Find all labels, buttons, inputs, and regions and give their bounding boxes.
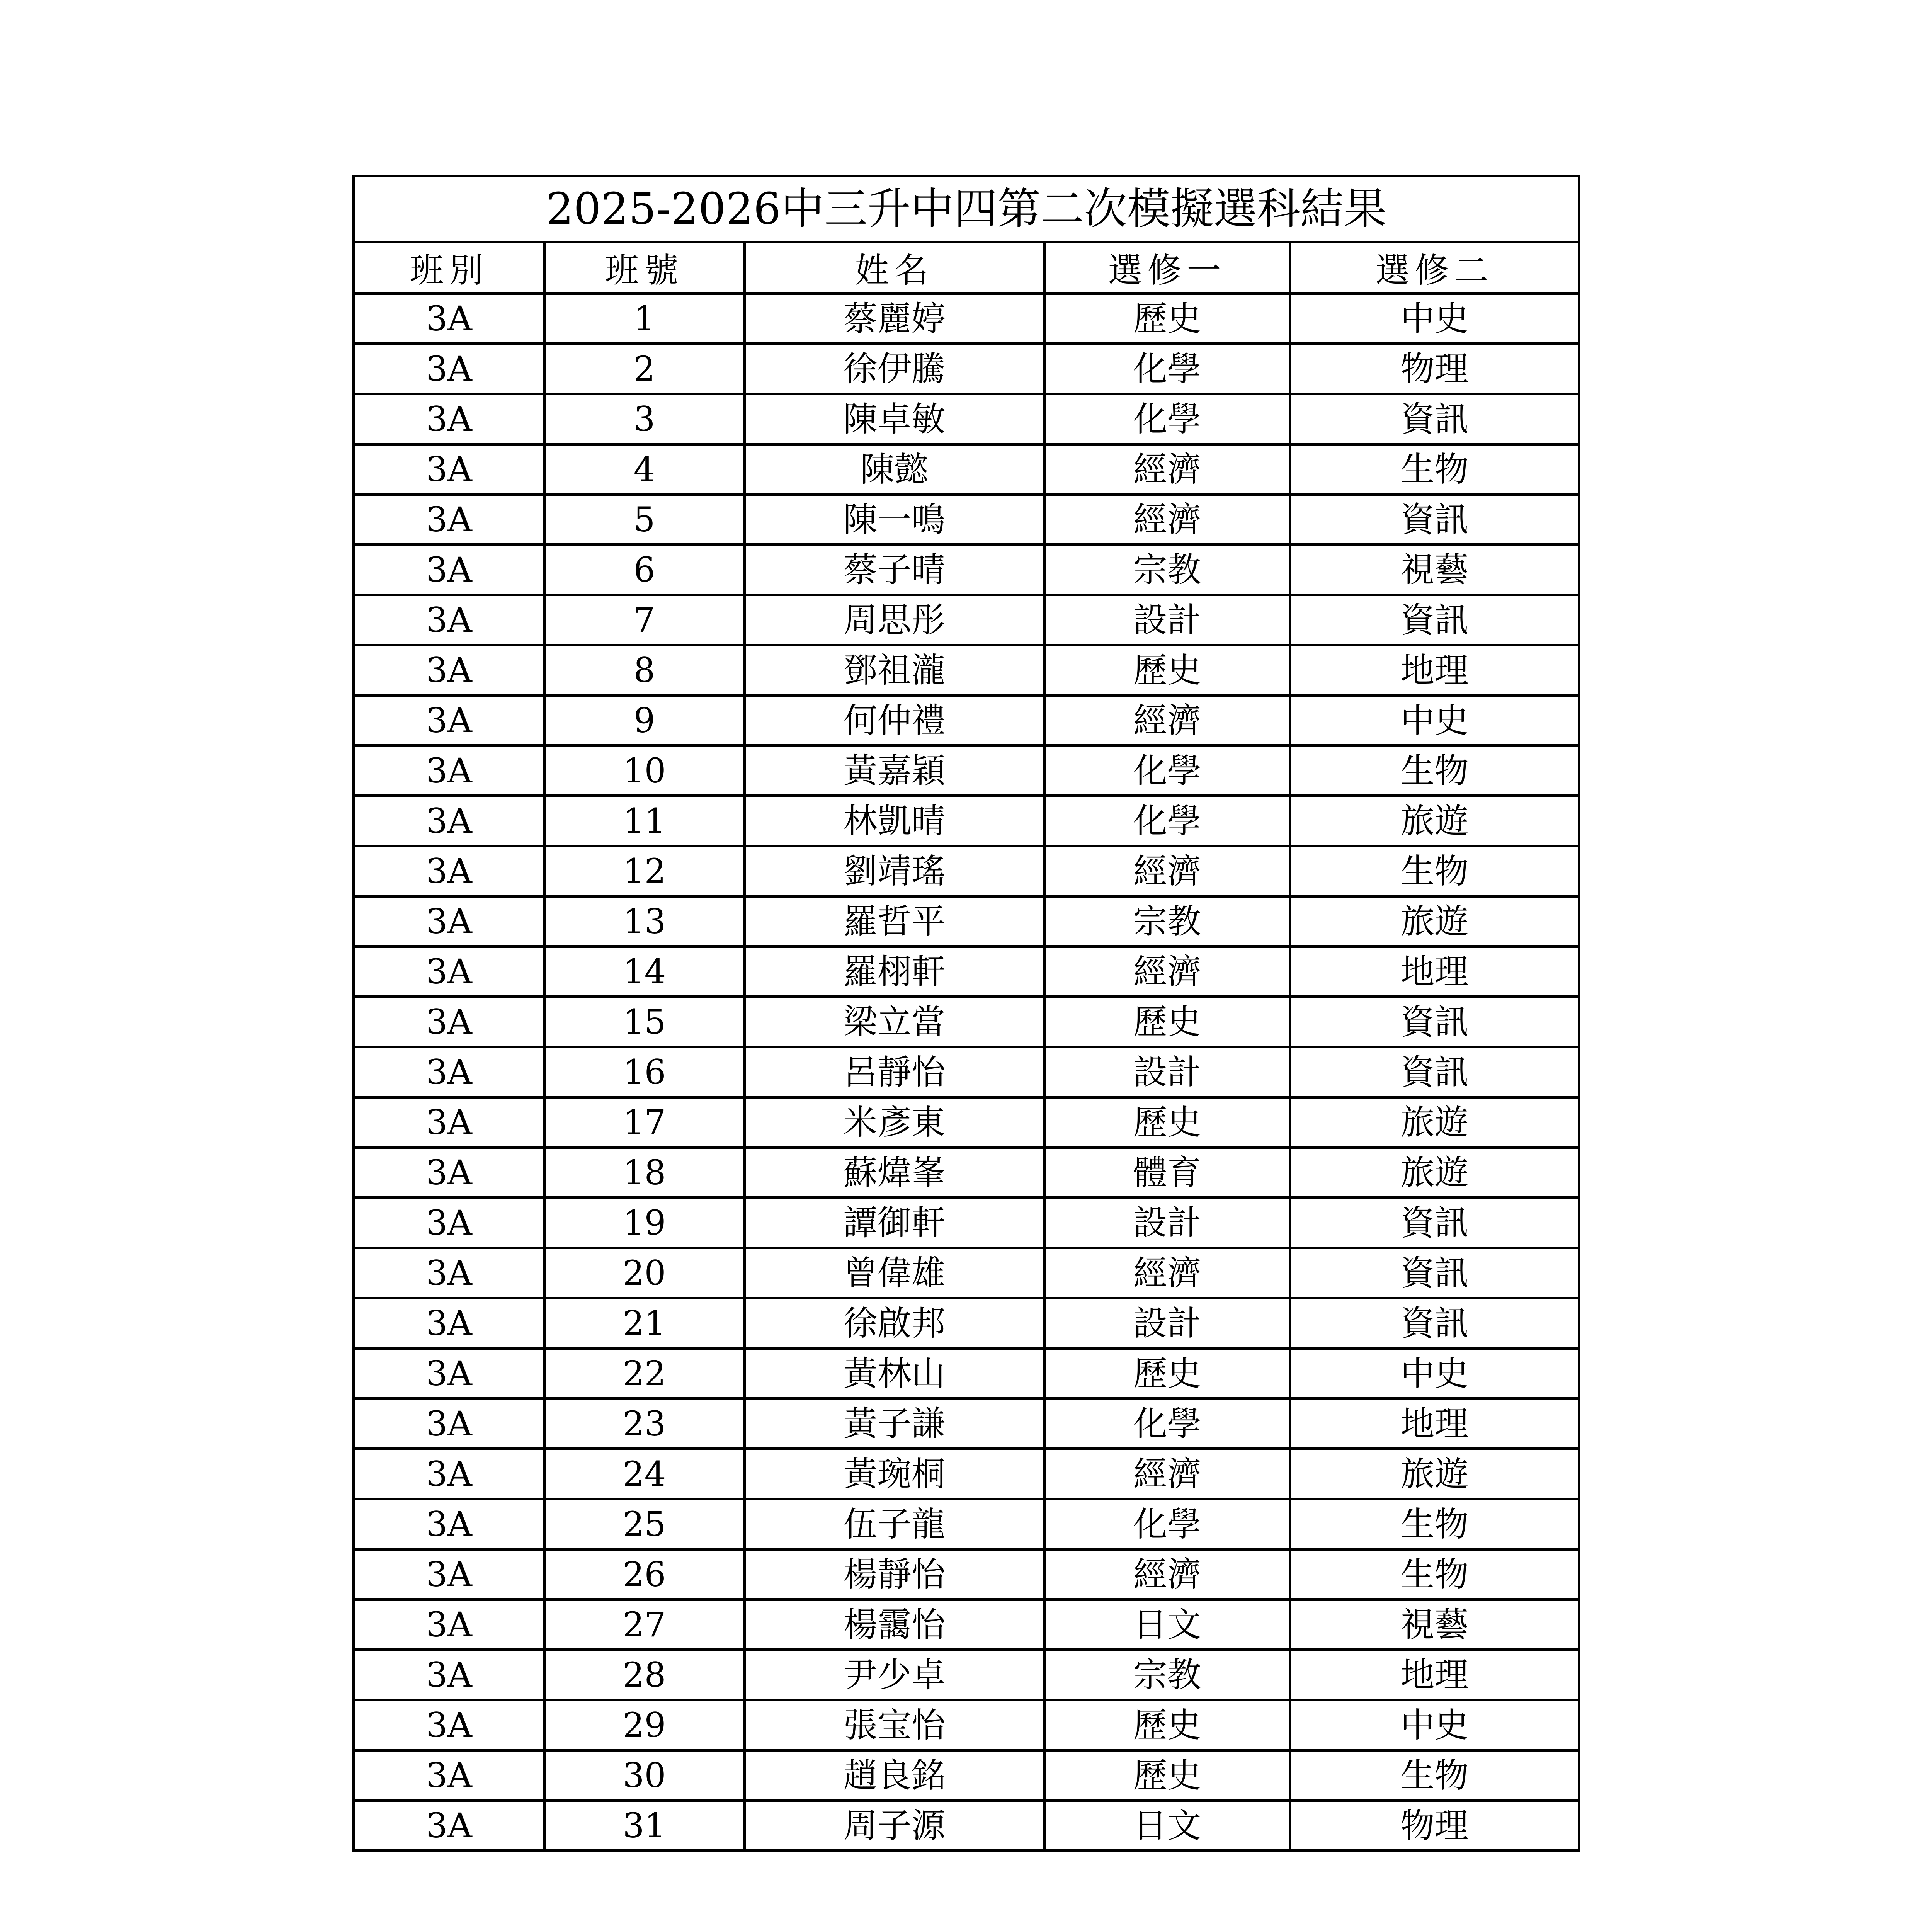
student-name-cell: 蔡麗婷 — [745, 294, 1044, 344]
elective-2-cell: 中史 — [1290, 294, 1579, 344]
table-body — [354, 294, 1579, 1851]
table-row — [354, 1700, 1579, 1750]
results-sheet — [352, 175, 1578, 1852]
class-number-cell: 21 — [544, 1298, 745, 1349]
elective-2-cell: 視藝 — [1290, 1600, 1579, 1650]
elective-2-cell: 地理 — [1290, 1650, 1579, 1700]
elective-2-cell: 生物 — [1290, 846, 1579, 896]
student-name-cell: 蔡子晴 — [745, 545, 1044, 595]
elective-1-cell: 設計 — [1044, 1047, 1290, 1097]
elective-2-cell: 生物 — [1290, 746, 1579, 796]
elective-2-cell: 旅遊 — [1290, 1097, 1579, 1148]
student-name-cell: 羅栩軒 — [745, 947, 1044, 997]
elective-2-cell: 中史 — [1290, 1349, 1579, 1399]
class-number-cell: 8 — [544, 645, 745, 696]
class-cell: 3A — [354, 696, 544, 746]
elective-1-cell: 歷史 — [1044, 1349, 1290, 1399]
class-number-cell: 10 — [544, 746, 745, 796]
student-name-cell: 周子源 — [745, 1801, 1044, 1851]
class-cell: 3A — [354, 595, 544, 645]
column-header-elective-1: 選修一 — [1044, 242, 1290, 294]
elective-1-cell: 體育 — [1044, 1148, 1290, 1198]
elective-1-cell: 宗教 — [1044, 545, 1290, 595]
student-name-cell: 譚御軒 — [745, 1198, 1044, 1248]
class-cell: 3A — [354, 1600, 544, 1650]
elective-1-cell: 經濟 — [1044, 1248, 1290, 1298]
class-number-cell: 27 — [544, 1600, 745, 1650]
elective-2-cell: 資訊 — [1290, 595, 1579, 645]
class-number-cell: 17 — [544, 1097, 745, 1148]
class-cell: 3A — [354, 545, 544, 595]
class-number-cell: 2 — [544, 344, 745, 394]
elective-1-cell: 化學 — [1044, 746, 1290, 796]
table-row — [354, 1148, 1579, 1198]
class-number-cell: 11 — [544, 796, 745, 846]
class-number-cell: 7 — [544, 595, 745, 645]
column-header-elective-2: 選修二 — [1290, 242, 1579, 294]
title-row — [354, 176, 1579, 242]
class-number-cell: 12 — [544, 846, 745, 896]
elective-1-cell: 經濟 — [1044, 846, 1290, 896]
elective-2-cell: 生物 — [1290, 1750, 1579, 1801]
elective-2-cell: 地理 — [1290, 947, 1579, 997]
elective-2-cell: 地理 — [1290, 1399, 1579, 1449]
table-row — [354, 696, 1579, 746]
class-number-cell: 13 — [544, 896, 745, 947]
table-row — [354, 1298, 1579, 1349]
results-table — [352, 175, 1580, 1852]
class-cell: 3A — [354, 1047, 544, 1097]
elective-1-cell: 經濟 — [1044, 444, 1290, 495]
class-cell: 3A — [354, 1148, 544, 1198]
student-name-cell: 趙良銘 — [745, 1750, 1044, 1801]
elective-1-cell: 化學 — [1044, 394, 1290, 444]
table-row — [354, 1549, 1579, 1600]
table-row — [354, 294, 1579, 344]
class-cell: 3A — [354, 1449, 544, 1499]
student-name-cell: 周思彤 — [745, 595, 1044, 645]
class-number-cell: 26 — [544, 1549, 745, 1600]
elective-1-cell: 化學 — [1044, 1499, 1290, 1549]
table-row — [354, 495, 1579, 545]
class-cell: 3A — [354, 294, 544, 344]
elective-1-cell: 化學 — [1044, 1399, 1290, 1449]
class-number-cell: 18 — [544, 1148, 745, 1198]
class-number-cell: 6 — [544, 545, 745, 595]
class-cell: 3A — [354, 1750, 544, 1801]
elective-1-cell: 歷史 — [1044, 1700, 1290, 1750]
elective-1-cell: 歷史 — [1044, 645, 1290, 696]
student-name-cell: 張宝怡 — [745, 1700, 1044, 1750]
student-name-cell: 蘇煒峯 — [745, 1148, 1044, 1198]
student-name-cell: 何仲禮 — [745, 696, 1044, 746]
elective-2-cell: 旅遊 — [1290, 796, 1579, 846]
class-number-cell: 1 — [544, 294, 745, 344]
table-row — [354, 896, 1579, 947]
elective-2-cell: 旅遊 — [1290, 1449, 1579, 1499]
student-name-cell: 陳一鳴 — [745, 495, 1044, 545]
table-row — [354, 746, 1579, 796]
class-cell: 3A — [354, 1198, 544, 1248]
table-row — [354, 1097, 1579, 1148]
student-name-cell: 鄧祖瀧 — [745, 645, 1044, 696]
elective-2-cell: 生物 — [1290, 444, 1579, 495]
table-row — [354, 394, 1579, 444]
elective-2-cell: 中史 — [1290, 1700, 1579, 1750]
elective-2-cell: 中史 — [1290, 696, 1579, 746]
class-number-cell: 14 — [544, 947, 745, 997]
elective-2-cell: 資訊 — [1290, 495, 1579, 545]
class-number-cell: 15 — [544, 997, 745, 1047]
class-cell: 3A — [354, 1801, 544, 1851]
class-number-cell: 23 — [544, 1399, 745, 1449]
elective-1-cell: 經濟 — [1044, 1449, 1290, 1499]
table-row — [354, 1750, 1579, 1801]
elective-2-cell: 旅遊 — [1290, 896, 1579, 947]
elective-1-cell: 歷史 — [1044, 1750, 1290, 1801]
table-row — [354, 344, 1579, 394]
elective-2-cell: 資訊 — [1290, 1198, 1579, 1248]
student-name-cell: 楊靜怡 — [745, 1549, 1044, 1600]
column-header-name: 姓名 — [745, 242, 1044, 294]
student-name-cell: 陳卓敏 — [745, 394, 1044, 444]
elective-2-cell: 物理 — [1290, 344, 1579, 394]
table-row — [354, 796, 1579, 846]
elective-1-cell: 宗教 — [1044, 896, 1290, 947]
student-name-cell: 伍子龍 — [745, 1499, 1044, 1549]
elective-1-cell: 歷史 — [1044, 997, 1290, 1047]
table-row — [354, 1198, 1579, 1248]
class-cell: 3A — [354, 1248, 544, 1298]
elective-2-cell: 資訊 — [1290, 1248, 1579, 1298]
elective-2-cell: 生物 — [1290, 1549, 1579, 1600]
class-number-cell: 4 — [544, 444, 745, 495]
class-number-cell: 19 — [544, 1198, 745, 1248]
elective-1-cell: 設計 — [1044, 1198, 1290, 1248]
student-name-cell: 黃琬桐 — [745, 1449, 1044, 1499]
class-number-cell: 16 — [544, 1047, 745, 1097]
elective-2-cell: 資訊 — [1290, 997, 1579, 1047]
table-row — [354, 1801, 1579, 1851]
student-name-cell: 林凱晴 — [745, 796, 1044, 846]
table-row — [354, 997, 1579, 1047]
class-cell: 3A — [354, 394, 544, 444]
table-row — [354, 1047, 1579, 1097]
class-cell: 3A — [354, 1549, 544, 1600]
student-name-cell: 黃林山 — [745, 1349, 1044, 1399]
class-cell: 3A — [354, 1298, 544, 1349]
class-number-cell: 24 — [544, 1449, 745, 1499]
student-name-cell: 徐伊騰 — [745, 344, 1044, 394]
elective-2-cell: 視藝 — [1290, 545, 1579, 595]
student-name-cell: 劉靖瑤 — [745, 846, 1044, 896]
elective-1-cell: 宗教 — [1044, 1650, 1290, 1700]
table-row — [354, 947, 1579, 997]
student-name-cell: 黃子謙 — [745, 1399, 1044, 1449]
table-row — [354, 1499, 1579, 1549]
class-cell: 3A — [354, 645, 544, 696]
table-row — [354, 846, 1579, 896]
class-cell: 3A — [354, 1700, 544, 1750]
class-cell: 3A — [354, 997, 544, 1047]
elective-1-cell: 化學 — [1044, 796, 1290, 846]
elective-2-cell: 資訊 — [1290, 1047, 1579, 1097]
elective-1-cell: 日文 — [1044, 1801, 1290, 1851]
elective-1-cell: 歷史 — [1044, 294, 1290, 344]
class-cell: 3A — [354, 344, 544, 394]
class-cell: 3A — [354, 896, 544, 947]
class-number-cell: 9 — [544, 696, 745, 746]
class-cell: 3A — [354, 1650, 544, 1700]
class-cell: 3A — [354, 796, 544, 846]
class-cell: 3A — [354, 746, 544, 796]
class-number-cell: 25 — [544, 1499, 745, 1549]
class-cell: 3A — [354, 1349, 544, 1399]
class-number-cell: 22 — [544, 1349, 745, 1399]
class-cell: 3A — [354, 495, 544, 545]
elective-1-cell: 經濟 — [1044, 696, 1290, 746]
elective-1-cell: 設計 — [1044, 595, 1290, 645]
student-name-cell: 黃嘉穎 — [745, 746, 1044, 796]
class-cell: 3A — [354, 947, 544, 997]
elective-1-cell: 經濟 — [1044, 947, 1290, 997]
class-number-cell: 31 — [544, 1801, 745, 1851]
class-number-cell: 3 — [544, 394, 745, 444]
elective-1-cell: 歷史 — [1044, 1097, 1290, 1148]
class-number-cell: 28 — [544, 1650, 745, 1700]
elective-2-cell: 資訊 — [1290, 394, 1579, 444]
class-cell: 3A — [354, 1399, 544, 1449]
column-header-class: 班別 — [354, 242, 544, 294]
elective-1-cell: 化學 — [1044, 344, 1290, 394]
table-row — [354, 1600, 1579, 1650]
class-cell: 3A — [354, 846, 544, 896]
class-number-cell: 20 — [544, 1248, 745, 1298]
elective-1-cell: 經濟 — [1044, 495, 1290, 545]
table-row — [354, 444, 1579, 495]
student-name-cell: 米彥東 — [745, 1097, 1044, 1148]
table-row — [354, 545, 1579, 595]
class-number-cell: 29 — [544, 1700, 745, 1750]
table-row — [354, 645, 1579, 696]
elective-2-cell: 旅遊 — [1290, 1148, 1579, 1198]
student-name-cell: 楊靄怡 — [745, 1600, 1044, 1650]
elective-2-cell: 地理 — [1290, 645, 1579, 696]
class-cell: 3A — [354, 1097, 544, 1148]
header-row — [354, 242, 1579, 294]
class-number-cell: 5 — [544, 495, 745, 545]
table-row — [354, 1399, 1579, 1449]
student-name-cell: 曾偉雄 — [745, 1248, 1044, 1298]
class-number-cell: 30 — [544, 1750, 745, 1801]
student-name-cell: 羅哲平 — [745, 896, 1044, 947]
elective-2-cell: 資訊 — [1290, 1298, 1579, 1349]
column-header-class-number: 班號 — [544, 242, 745, 294]
student-name-cell: 呂靜怡 — [745, 1047, 1044, 1097]
table-row — [354, 1449, 1579, 1499]
elective-1-cell: 經濟 — [1044, 1549, 1290, 1600]
table-row — [354, 1349, 1579, 1399]
elective-1-cell: 日文 — [1044, 1600, 1290, 1650]
student-name-cell: 梁立當 — [745, 997, 1044, 1047]
class-cell: 3A — [354, 444, 544, 495]
elective-2-cell: 生物 — [1290, 1499, 1579, 1549]
table-row — [354, 595, 1579, 645]
table-row — [354, 1248, 1579, 1298]
student-name-cell: 陳懿 — [745, 444, 1044, 495]
student-name-cell: 尹少卓 — [745, 1650, 1044, 1700]
table-title: 2025-2026中三升中四第二次模擬選科結果 — [354, 176, 1579, 242]
student-name-cell: 徐啟邦 — [745, 1298, 1044, 1349]
elective-1-cell: 設計 — [1044, 1298, 1290, 1349]
table-row — [354, 1650, 1579, 1700]
elective-2-cell: 物理 — [1290, 1801, 1579, 1851]
class-cell: 3A — [354, 1499, 544, 1549]
